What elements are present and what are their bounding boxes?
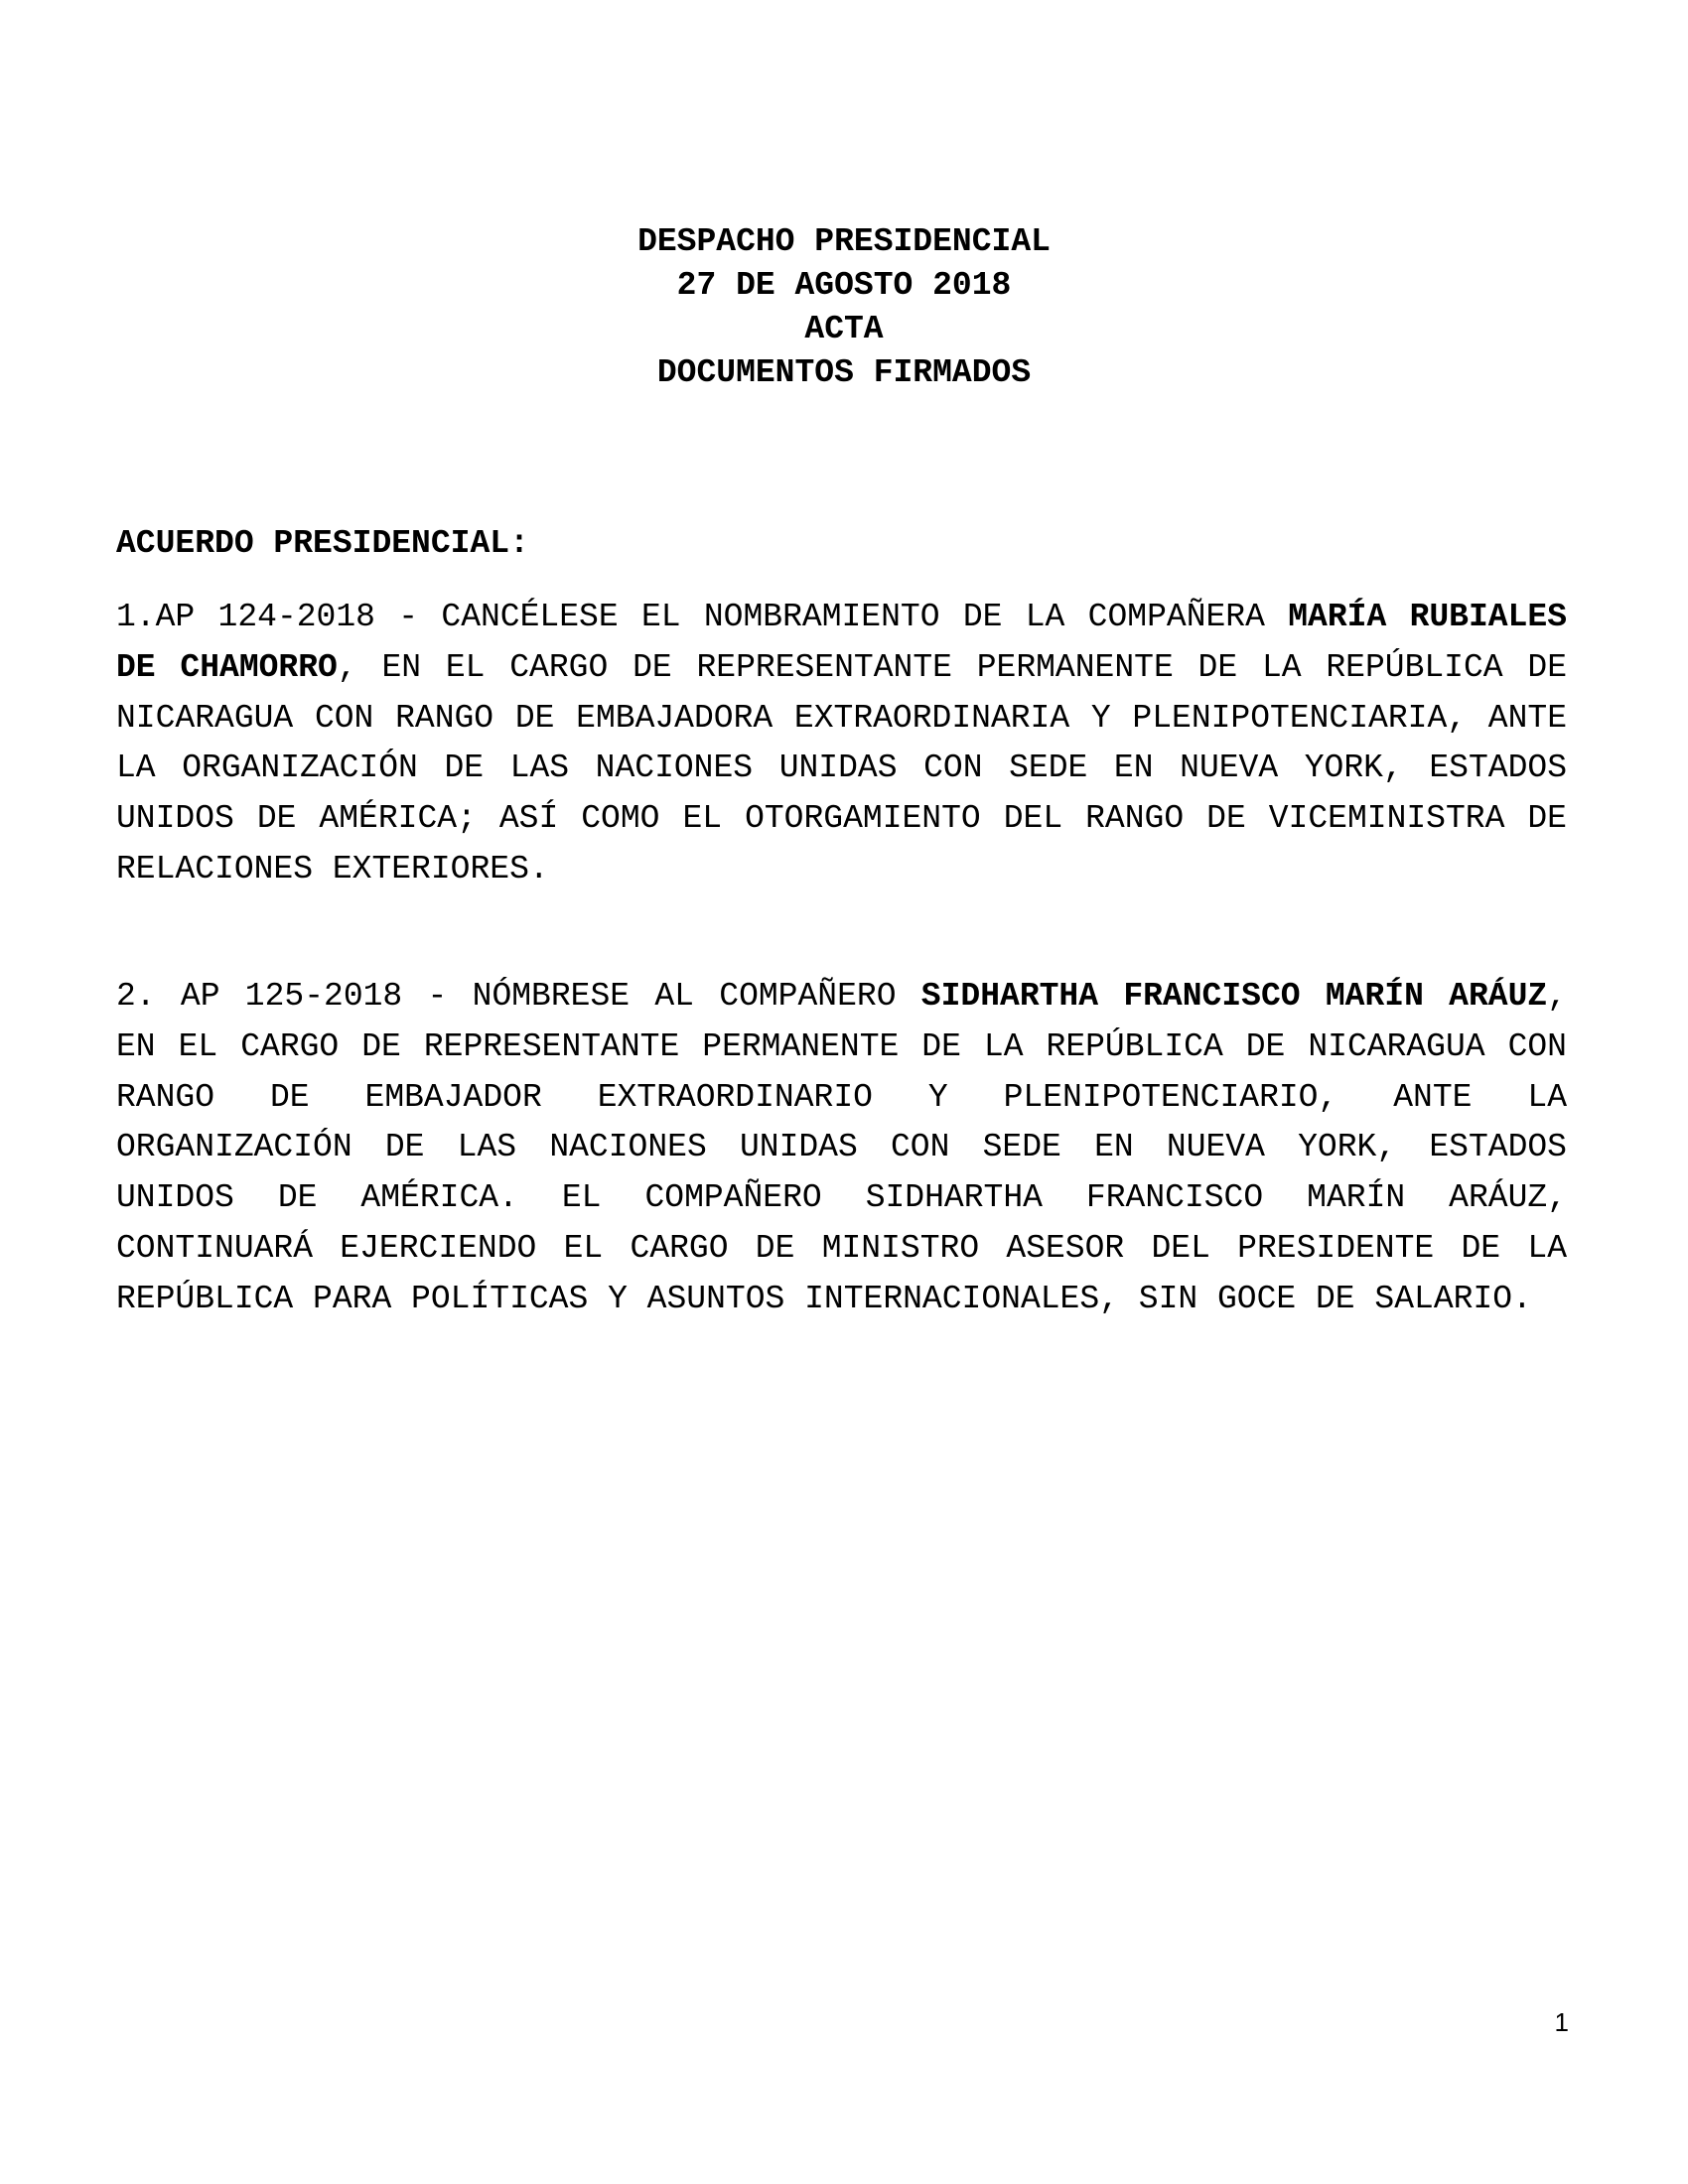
heading-office: DESPACHO PRESIDENCIAL bbox=[637, 223, 1051, 260]
section-title: ACUERDO PRESIDENCIAL: bbox=[116, 525, 529, 562]
item-1-person-name: MARÍA RUBIALES DE CHAMORRO bbox=[116, 599, 1567, 686]
agreement-item-2 bbox=[116, 972, 1567, 1325]
heading-documents: DOCUMENTOS FIRMADOS bbox=[656, 354, 1032, 391]
item-2-person-name: SIDHARTHA FRANCISCO MARÍN ARÁUZ bbox=[920, 978, 1548, 1015]
item-1-text: , EN EL CARGO DE REPRESENTANTE PERMANENTE DE LA REPÚBLICA DE NICARAGUA CON RANGO DE EMBAJADORA EXTRAORDINARIA Y PLENIPOTENCIARIA, ANTE LA ORGANIZACIÓN DE LAS NACIONES UNIDAS CON SEDE EN NUEVA YORK, ESTADOS UNIDOS DE AMÉRICA; ASÍ COMO EL OTORGAMIENTO DEL RANGO DE VICEMINISTRA DE RELACIONES EXTERIORES. bbox=[116, 648, 1567, 887]
document-heading bbox=[0, 220, 1688, 395]
heading-date: 27 DE AGOSTO 2018 bbox=[676, 267, 1012, 304]
page-number: 1 bbox=[1554, 2007, 1569, 2037]
agreement-item-1 bbox=[116, 593, 1567, 895]
item-2-prefix: 2. AP 125-2018 - NÓMBRESE AL COMPAÑERO bbox=[116, 978, 921, 1015]
item-2-text: , EN EL CARGO DE REPRESENTANTE PERMANENTE DE LA REPÚBLICA DE NICARAGUA CON RANGO DE EMBAJADOR EXTRAORDINARIO Y PLENIPOTENCIARIO, ANTE LA ORGANIZACIÓN DE LAS NACIONES UNIDAS CON SEDE EN NUEVA YORK, ESTADOS UNIDOS DE AMÉRICA. EL COMPAÑERO SIDHARTHA FRANCISCO MARÍN ARÁUZ, CONTINUARÁ EJERCIENDO EL CARGO DE MINISTRO ASESOR DEL PRESIDENTE DE LA REPÚBLICA PARA POLÍTICAS Y ASUNTOS INTERNACIONALES, SIN GOCE DE SALARIO. bbox=[116, 978, 1567, 1317]
item-1-prefix: 1.AP 124-2018 - CANCÉLESE EL NOMBRAMIENTO DE LA COMPAÑERA bbox=[116, 599, 1289, 635]
heading-act: ACTA bbox=[804, 311, 884, 347]
